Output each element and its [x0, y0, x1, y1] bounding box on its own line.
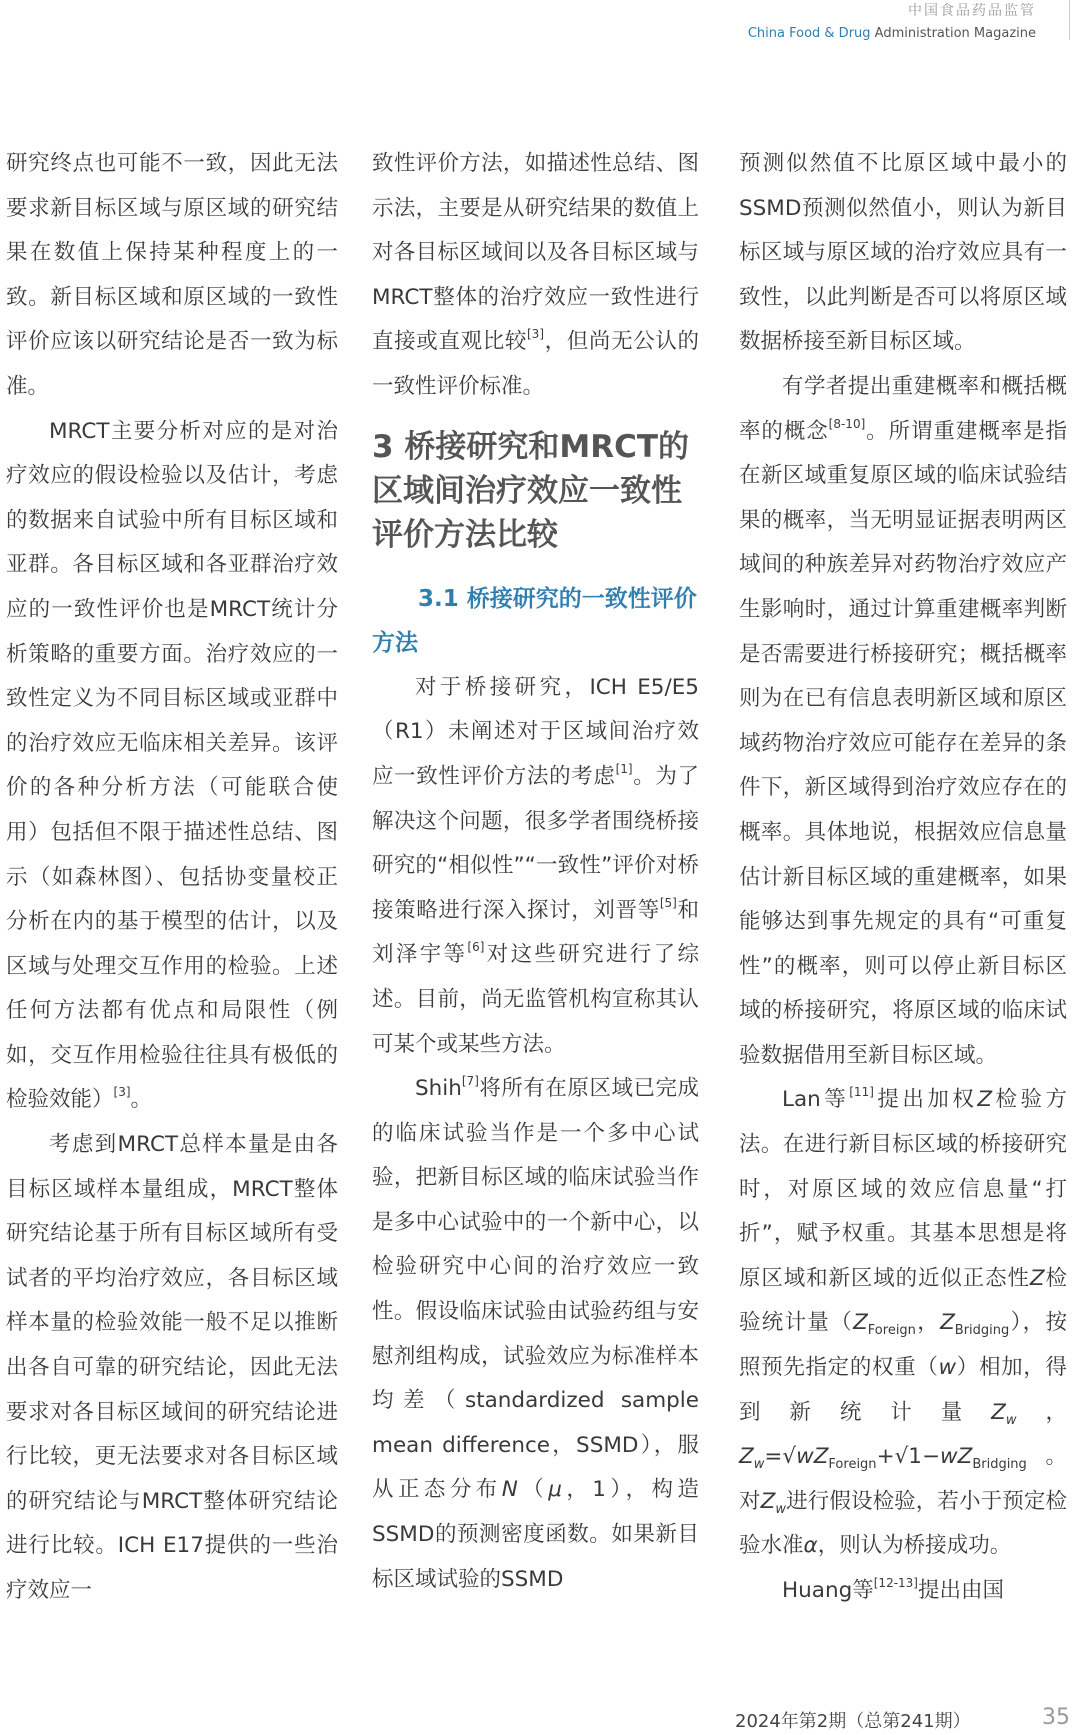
paragraph [372, 666, 699, 1067]
math-operator: + [876, 1444, 895, 1470]
text-run: 。所谓重建概率是指在新区域重复原区域的临床试验结果的概率，当无明显证据表明两区域间的种族差异对药物治疗效应产生影响时，通过计算重建概率判断是否需要进行桥接研究；概括概率则为在已有信息表明新区域和原区域药物治疗效应可能存在差异的条件下，新区域得到治疗效应存在的概率。具体地说，根据效应信息量估计新目标区域的重建概率，如果能够达到事先规定的具有“可重复性”的概率，则可以停止新目标区域的桥接研究，将原区域的临床试验数据借用至新目标区域。 [739, 418, 1067, 1068]
magazine-brand: China Food & Drug [747, 26, 871, 41]
paragraph [739, 365, 1067, 1079]
math-subscript: Bridging [972, 1457, 1027, 1473]
magazine-subtitle: Administration Magazine [870, 26, 1036, 41]
citation: [12-13] [873, 1576, 918, 1590]
text-column-3 [739, 142, 1067, 1614]
text-run: Shih [415, 1076, 462, 1102]
math-symbol: Z [739, 1444, 754, 1470]
math-symbol: Z [760, 1488, 776, 1514]
text-run: 检验统计量（ [739, 1265, 1067, 1336]
text-run: 。为了解决这个问题，很多学者围绕桥接研究的“相似性”“一致性”评价对桥接策略进行深入探讨，刘晋等 [372, 763, 699, 923]
paragraph [6, 410, 338, 1124]
citation: [7] [461, 1074, 479, 1089]
text-run: 进行假设检验，若小于预定检验水准 [739, 1488, 1067, 1559]
header-divider [1069, 0, 1070, 40]
page-header [748, 2, 1036, 43]
citation: [8-10] [828, 416, 866, 431]
paragraph [372, 1067, 699, 1602]
math-symbol: α [803, 1533, 818, 1559]
math-symbol: N [501, 1477, 518, 1503]
text-run: 对于桥接研究，ICH E5/E5（R1）未阐述对于区域间治疗效应一致性评价方法的考虑 [372, 674, 699, 789]
issue-info: 2024年第2期（总第241期） [735, 1711, 971, 1732]
text-column-1 [6, 142, 338, 1614]
citation: [5] [659, 895, 677, 910]
text-run: 致性评价方法，如描述性总结、图示法，主要是从研究结果的数值上对各目标区域间以及各目标区域与MRCT整体的治疗效应一致性进行直接或直观比较 [372, 151, 699, 355]
text-run: Lan等 [782, 1087, 850, 1113]
math-symbol: Z [977, 1087, 993, 1113]
text-run: 和刘泽宇等 [372, 897, 699, 968]
text-run: ，1），构造SSMD的预测密度函数。如果新目标区域试验的SSMD [372, 1477, 699, 1592]
page-number: 35 [1042, 1705, 1070, 1730]
text-run: 对这些研究进行了综述。目前，尚无监管机构宣称其认可某个或某些方法。 [372, 942, 699, 1057]
paragraph [372, 142, 699, 410]
math-symbol: Z [813, 1444, 829, 1470]
text-run: ， [1016, 1399, 1067, 1425]
paragraph: 考虑到MRCT总样本量是由各目标区域样本量组成，MRCT整体研究结论基于所有目标区域所有受试者的平均治疗效应，各目标区域样本量的检验效能一般不足以推断出各自可靠的研究结论，因此无法要求对各目标区域间的研究结论进行比较，更无法要求对各目标区域的研究结论与MRCT整体研究结论进行比较。ICH E17提供的一些治疗效应一 [6, 1132, 338, 1603]
text-run: 。对 [739, 1444, 1067, 1514]
section-heading: 3 桥接研究和MRCT的区域间治疗效应一致性评价方法比较 [372, 428, 689, 553]
paragraph: 研究终点也可能不一致，因此无法要求新目标区域与原区域的研究结果在数值上保持某种程度上的一致。新目标区域和原区域的一致性评价应该以研究结论是否一致为标准。 [6, 151, 338, 399]
math-subscript: w [775, 1501, 786, 1517]
magazine-title-en [748, 25, 1036, 43]
text-run: 有学者提出重建概率和概括概率的概念 [739, 373, 1067, 444]
text-run: ）相加，得到新统计量 [739, 1355, 1067, 1425]
text-column-2 [372, 142, 699, 1602]
math-symbol: Z [940, 1310, 955, 1336]
text-run: 检验方法。在进行新目标区域的桥接研究时，对原区域的效应信息量“打折”，赋予权重。其基本思想是将原区域和新区域的近似正态性 [739, 1087, 1067, 1291]
paragraph [739, 1569, 1067, 1614]
citation: [6] [467, 940, 485, 955]
text-run: （ [517, 1477, 549, 1503]
subsection-heading: 3.1 桥接研究的一致性评价方法 [372, 585, 697, 657]
text-run: 提出加权 [873, 1087, 978, 1113]
math-subscript: w [1005, 1412, 1017, 1428]
magazine-title-cn: 中国食品药品监管 [908, 3, 1036, 19]
math-subscript: Foreign [867, 1323, 916, 1339]
text-run: ，则认为桥接成功。 [817, 1533, 1012, 1559]
math-symbol: μ [548, 1477, 562, 1503]
math-symbol: Z [991, 1399, 1006, 1425]
math-subscript: Bridging [954, 1323, 1010, 1339]
math-symbol: Z [853, 1310, 868, 1336]
text-run: ），按照预先指定的权重（ [739, 1310, 1067, 1381]
text-run: 。 [130, 1087, 153, 1113]
math-operator: √ [782, 1444, 797, 1470]
citation: [3] [113, 1085, 131, 1100]
text-run: 将所有在原区域已完成的临床试验当作是一个多中心试验，把新目标区域的临床试验当作是多中心试验中的一个新中心，以检验研究中心间的治疗效应一致性。假设临床试验由试验药组与安慰剂组构成，试验效应为标准样本均差（standardized sample mean difference，SSMD），服从正态分布 [372, 1076, 699, 1503]
math-operator: √ [894, 1444, 909, 1470]
math-subscript: Foreign [828, 1457, 877, 1473]
paragraph [739, 1078, 1067, 1569]
citation: [1] [615, 761, 633, 776]
text-run: Huang等 [782, 1578, 874, 1603]
text-run: 提出由国 [917, 1578, 1004, 1603]
math-symbol: w [939, 1444, 958, 1470]
text-run: MRCT主要分析对应的是对治疗效应的假设检验以及估计，考虑的数据来自试验中所有目标区域和亚群。各目标区域和各亚群治疗效应的一致性评价也是MRCT统计分析策略的重要方面。治疗效应的一致性定义为不同目标区域或亚群中的治疗效应无临床相关差异。该评价的各种分析方法（可能联合使用）包括但不限于描述性总结、图示（如森林图）、包括协变量校正分析在内的基于模型的估计，以及区域与处理交互作用的检验。上述任何方法都有优点和局限性（例如，交互作用检验往往具有极低的检验效能） [6, 418, 338, 1113]
math-symbol: w [938, 1355, 957, 1381]
citation: [3] [527, 327, 544, 342]
math-symbol: Z [957, 1444, 973, 1470]
math-subscript: w [753, 1457, 765, 1473]
math-operator: = [764, 1444, 783, 1470]
text-run: ，但尚无公认的一致性评价标准。 [372, 329, 699, 399]
text-run: ， [915, 1310, 941, 1336]
math-symbol: Z [1029, 1265, 1045, 1291]
paragraph: 预测似然值不比原区域中最小的SSMD预测似然值小，则认为新目标区域与原区域的治疗效应具有一致性，以此判断是否可以将原区域数据桥接至新目标区域。 [739, 151, 1067, 355]
math-symbol: w [796, 1444, 814, 1470]
citation: [11] [849, 1085, 874, 1100]
math-operator: 1− [908, 1444, 940, 1470]
